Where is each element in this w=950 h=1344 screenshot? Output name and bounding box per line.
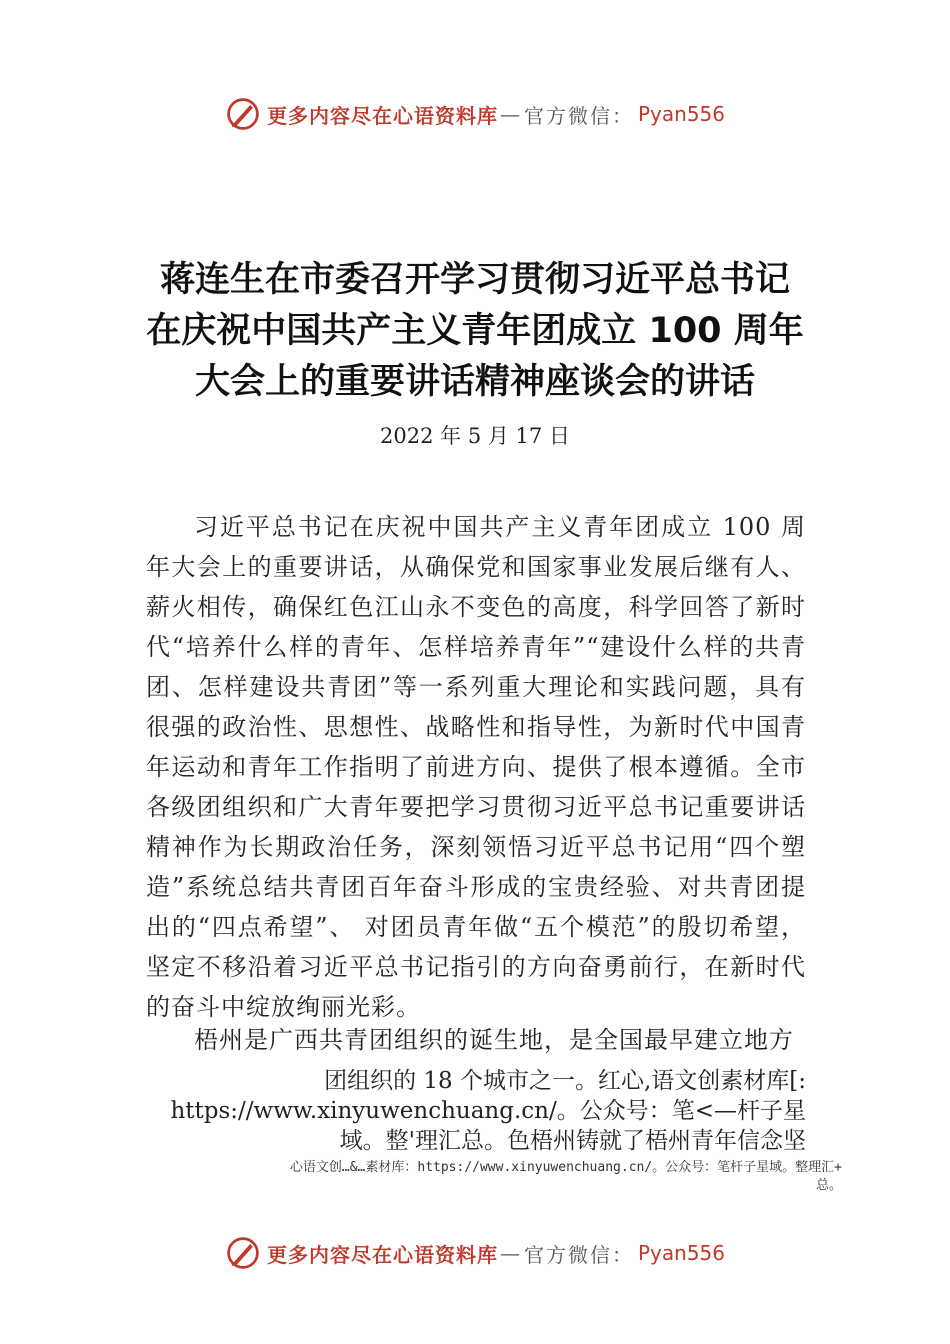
footer-banner <box>0 1231 950 1275</box>
banner-wechat-id: Pyan556 <box>637 102 725 126</box>
footer-note <box>130 1159 842 1195</box>
document-date: 2022 年 5 月 17 日 <box>380 424 570 448</box>
footer-line-1: 心语文创…&…素材库：https://www.xinyuwenchuang.cn/。公众号：笔杆子星域。整理汇+ <box>289 1160 842 1175</box>
paragraph-3-line-1: 团组织的 18 个城市之一。红心,语文创素材库[: <box>324 1068 806 1094</box>
banner-name: 更多内容尽在心语资料库 <box>266 1242 498 1267</box>
logo-icon <box>225 1235 261 1271</box>
title-line-3: 大会上的重要讲话精神座谈会的讲话 <box>194 362 755 402</box>
banner-wechat-label: 官方微信： <box>523 103 634 128</box>
footer-line-2: 总。 <box>815 1178 842 1193</box>
header-banner <box>0 92 950 136</box>
paragraph-3-line-2: https://www.xinyuwenchuang.cn/。公众号：笔<—杆子星 <box>170 1098 806 1124</box>
title-line-2: 在庆祝中国共产主义青年团成立 100 周年 <box>146 311 804 351</box>
banner-wechat-id: Pyan556 <box>637 1241 725 1265</box>
banner-name: 更多内容尽在心语资料库 <box>266 103 498 128</box>
banner-dash: — <box>499 102 522 126</box>
logo-icon <box>225 96 261 132</box>
title-line-1: 蒋连生在市委召开学习贯彻习近平总书记 <box>159 260 790 300</box>
banner-dash: — <box>499 1241 522 1265</box>
document-title <box>95 255 855 408</box>
paragraph-3 <box>150 1066 806 1156</box>
paragraph-1: 习近平总书记在庆祝中国共产主义青年团成立 100 周年大会上的重要讲话，从确保党和国家事业发展后继有人、薪火相传，确保红色江山永不变色的高度，科学回答了新时代“培养什么样的青年、怎样培养青年”“建设什么样的共青团、怎样建设共青团”等一系列重大理论和实践问题，具有很强的政治性、思想性、战略性和指导性，为新时代中国青年运动和青年工作指明了前进方向、提供了根本遵循。全市各级团组织和广大青年要把学习贯彻习近平总书记重要讲话精神作为长期政治任务，深刻领悟习近平总书记用“四个塑造”系统总结共青团百年奋斗形成的宝贵经验、对共青团提出的“四点希望”、 对团员青年做“五个模范”的殷切希望，坚定不移沿着习近平总书记指引的方向奋勇前行，在新时代的奋斗中绽放绚丽光彩。 <box>146 513 806 1021</box>
paragraph-3-line-3: 域。整'理汇总。色梧州铸就了梧州青年信念坚 <box>339 1128 806 1154</box>
paragraph-2: 梧州是广西共青团组织的诞生地，是全国最早建立地方 <box>194 1026 794 1054</box>
banner-wechat-label: 官方微信： <box>523 1242 634 1267</box>
